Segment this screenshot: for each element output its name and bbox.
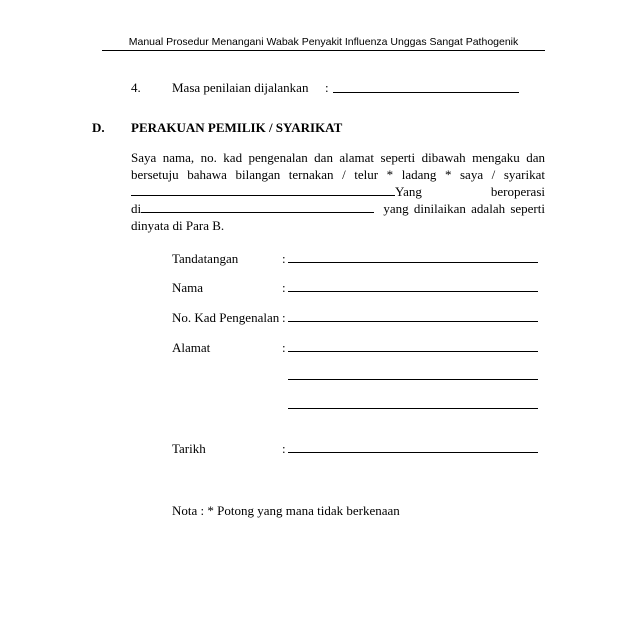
- date-label: Tarikh: [172, 441, 206, 456]
- paragraph-line-4-suffix: yang dinilaikan adalah seperti: [383, 201, 545, 216]
- address-colon: :: [282, 340, 286, 355]
- paragraph-word-beroperasi: beroperasi: [490, 184, 545, 199]
- ic-colon: :: [282, 310, 286, 325]
- paragraph-word-yang: Yang: [395, 184, 422, 199]
- address-line-2[interactable]: [288, 379, 538, 380]
- declaration-paragraph: [131, 149, 545, 234]
- address-line-1[interactable]: [288, 351, 538, 352]
- ic-line[interactable]: [288, 321, 538, 322]
- paragraph-line-2: bersetuju bahawa bilangan ternakan / telur * ladang * saya / syarikat: [131, 167, 545, 182]
- name-label: Nama: [172, 280, 204, 295]
- item-4-number: 4.: [131, 80, 141, 95]
- name-colon: :: [282, 280, 286, 295]
- location-blank[interactable]: [141, 201, 374, 213]
- signature-line[interactable]: [288, 262, 538, 263]
- paragraph-line-4: [131, 200, 545, 217]
- paragraph-line-1: Saya nama, no. kad pengenalan dan alamat seperti dibawah mengaku dan: [131, 150, 545, 165]
- owner-name-blank[interactable]: [131, 184, 395, 196]
- date-colon: :: [282, 441, 286, 456]
- header-divider: [102, 50, 545, 51]
- item-4-label: Masa penilaian dijalankan: [172, 80, 309, 95]
- address-label: Alamat: [172, 340, 211, 355]
- page-header-title: Manual Prosedur Menangani Wabak Penyakit Influenza Unggas Sangat Pathogenik: [128, 36, 519, 48]
- item-4-colon: :: [325, 80, 329, 95]
- section-letter: D.: [92, 120, 105, 135]
- paragraph-word-di: di: [131, 201, 142, 216]
- name-line[interactable]: [288, 291, 538, 292]
- date-line[interactable]: [288, 452, 538, 453]
- section-heading: PERAKUAN PEMILIK / SYARIKAT: [131, 120, 343, 135]
- paragraph-line-5: dinyata di Para B.: [131, 218, 225, 233]
- signature-colon: :: [282, 251, 286, 266]
- footnote: Nota : * Potong yang mana tidak berkenaan: [172, 503, 400, 518]
- address-line-3[interactable]: [288, 408, 538, 409]
- paragraph-line-3: [131, 183, 545, 200]
- ic-label: No. Kad Pengenalan: [172, 310, 280, 325]
- signature-label: Tandatangan: [172, 251, 239, 266]
- item-4-answer-line[interactable]: [333, 92, 519, 93]
